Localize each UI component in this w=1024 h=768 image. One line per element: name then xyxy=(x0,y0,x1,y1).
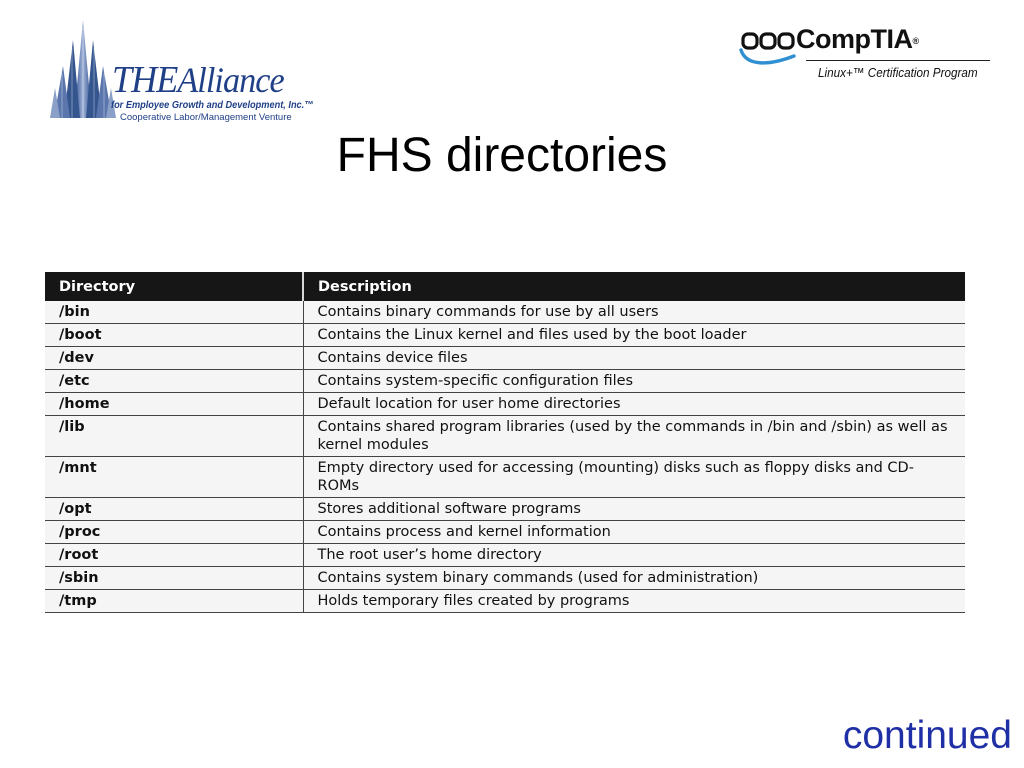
fhs-directories-table xyxy=(45,272,965,613)
description-cell: Contains binary commands for use by all users xyxy=(303,301,965,324)
description-cell: Stores additional software programs xyxy=(303,498,965,521)
directory-cell: /tmp xyxy=(45,590,303,613)
description-cell: Holds temporary files created by programs xyxy=(303,590,965,613)
alliance-logo xyxy=(48,18,314,128)
directory-cell: /dev xyxy=(45,347,303,370)
page-title: FHS directories xyxy=(336,129,668,182)
comptia-program: Linux+™ Certification Program xyxy=(818,65,978,80)
directory-cell: /boot xyxy=(45,324,303,347)
directory-cell: /root xyxy=(45,544,303,567)
description-cell: Contains system-specific configuration files xyxy=(303,370,965,393)
table-row xyxy=(45,301,965,324)
comptia-divider xyxy=(806,60,990,61)
description-cell: Contains process and kernel information xyxy=(303,521,965,544)
description-cell: Empty directory used for accessing (mounting) disks such as floppy disks and CD-ROMs xyxy=(303,457,965,498)
comptia-logo xyxy=(738,24,993,94)
table-row xyxy=(45,544,965,567)
table-row xyxy=(45,498,965,521)
table-header-row xyxy=(45,272,965,301)
directory-cell: /home xyxy=(45,393,303,416)
table-row xyxy=(45,324,965,347)
comptia-name: CompTIA® xyxy=(796,24,919,54)
directory-cell: /sbin xyxy=(45,567,303,590)
directory-cell: /bin xyxy=(45,301,303,324)
table-row xyxy=(45,567,965,590)
description-cell: Contains shared program libraries (used by the commands in /bin and /sbin) as well as kernel modules xyxy=(303,416,965,457)
alliance-tower-icon xyxy=(48,18,118,123)
header-description: Description xyxy=(303,272,965,301)
directory-cell: /etc xyxy=(45,370,303,393)
table-row xyxy=(45,416,965,457)
description-cell: The root user’s home directory xyxy=(303,544,965,567)
description-cell: Default location for user home directories xyxy=(303,393,965,416)
directory-cell: /opt xyxy=(45,498,303,521)
table-row xyxy=(45,590,965,613)
table-row xyxy=(45,393,965,416)
directory-cell: /lib xyxy=(45,416,303,457)
table-row xyxy=(45,457,965,498)
table-row xyxy=(45,370,965,393)
description-cell: Contains device files xyxy=(303,347,965,370)
directory-cell: /mnt xyxy=(45,457,303,498)
description-cell: Contains system binary commands (used for administration) xyxy=(303,567,965,590)
alliance-subtitle: Cooperative Labor/Management Venture xyxy=(120,112,292,123)
description-cell: Contains the Linux kernel and files used by the boot loader xyxy=(303,324,965,347)
alliance-name: THEAlliance xyxy=(112,59,284,101)
header-directory: Directory xyxy=(45,272,303,301)
table-row xyxy=(45,347,965,370)
continued-label: continued xyxy=(842,714,1012,757)
alliance-tagline: for Employee Growth and Development, Inc.™ xyxy=(111,100,314,111)
table-row xyxy=(45,521,965,544)
comptia-rings-icon xyxy=(738,26,800,70)
directory-cell: /proc xyxy=(45,521,303,544)
